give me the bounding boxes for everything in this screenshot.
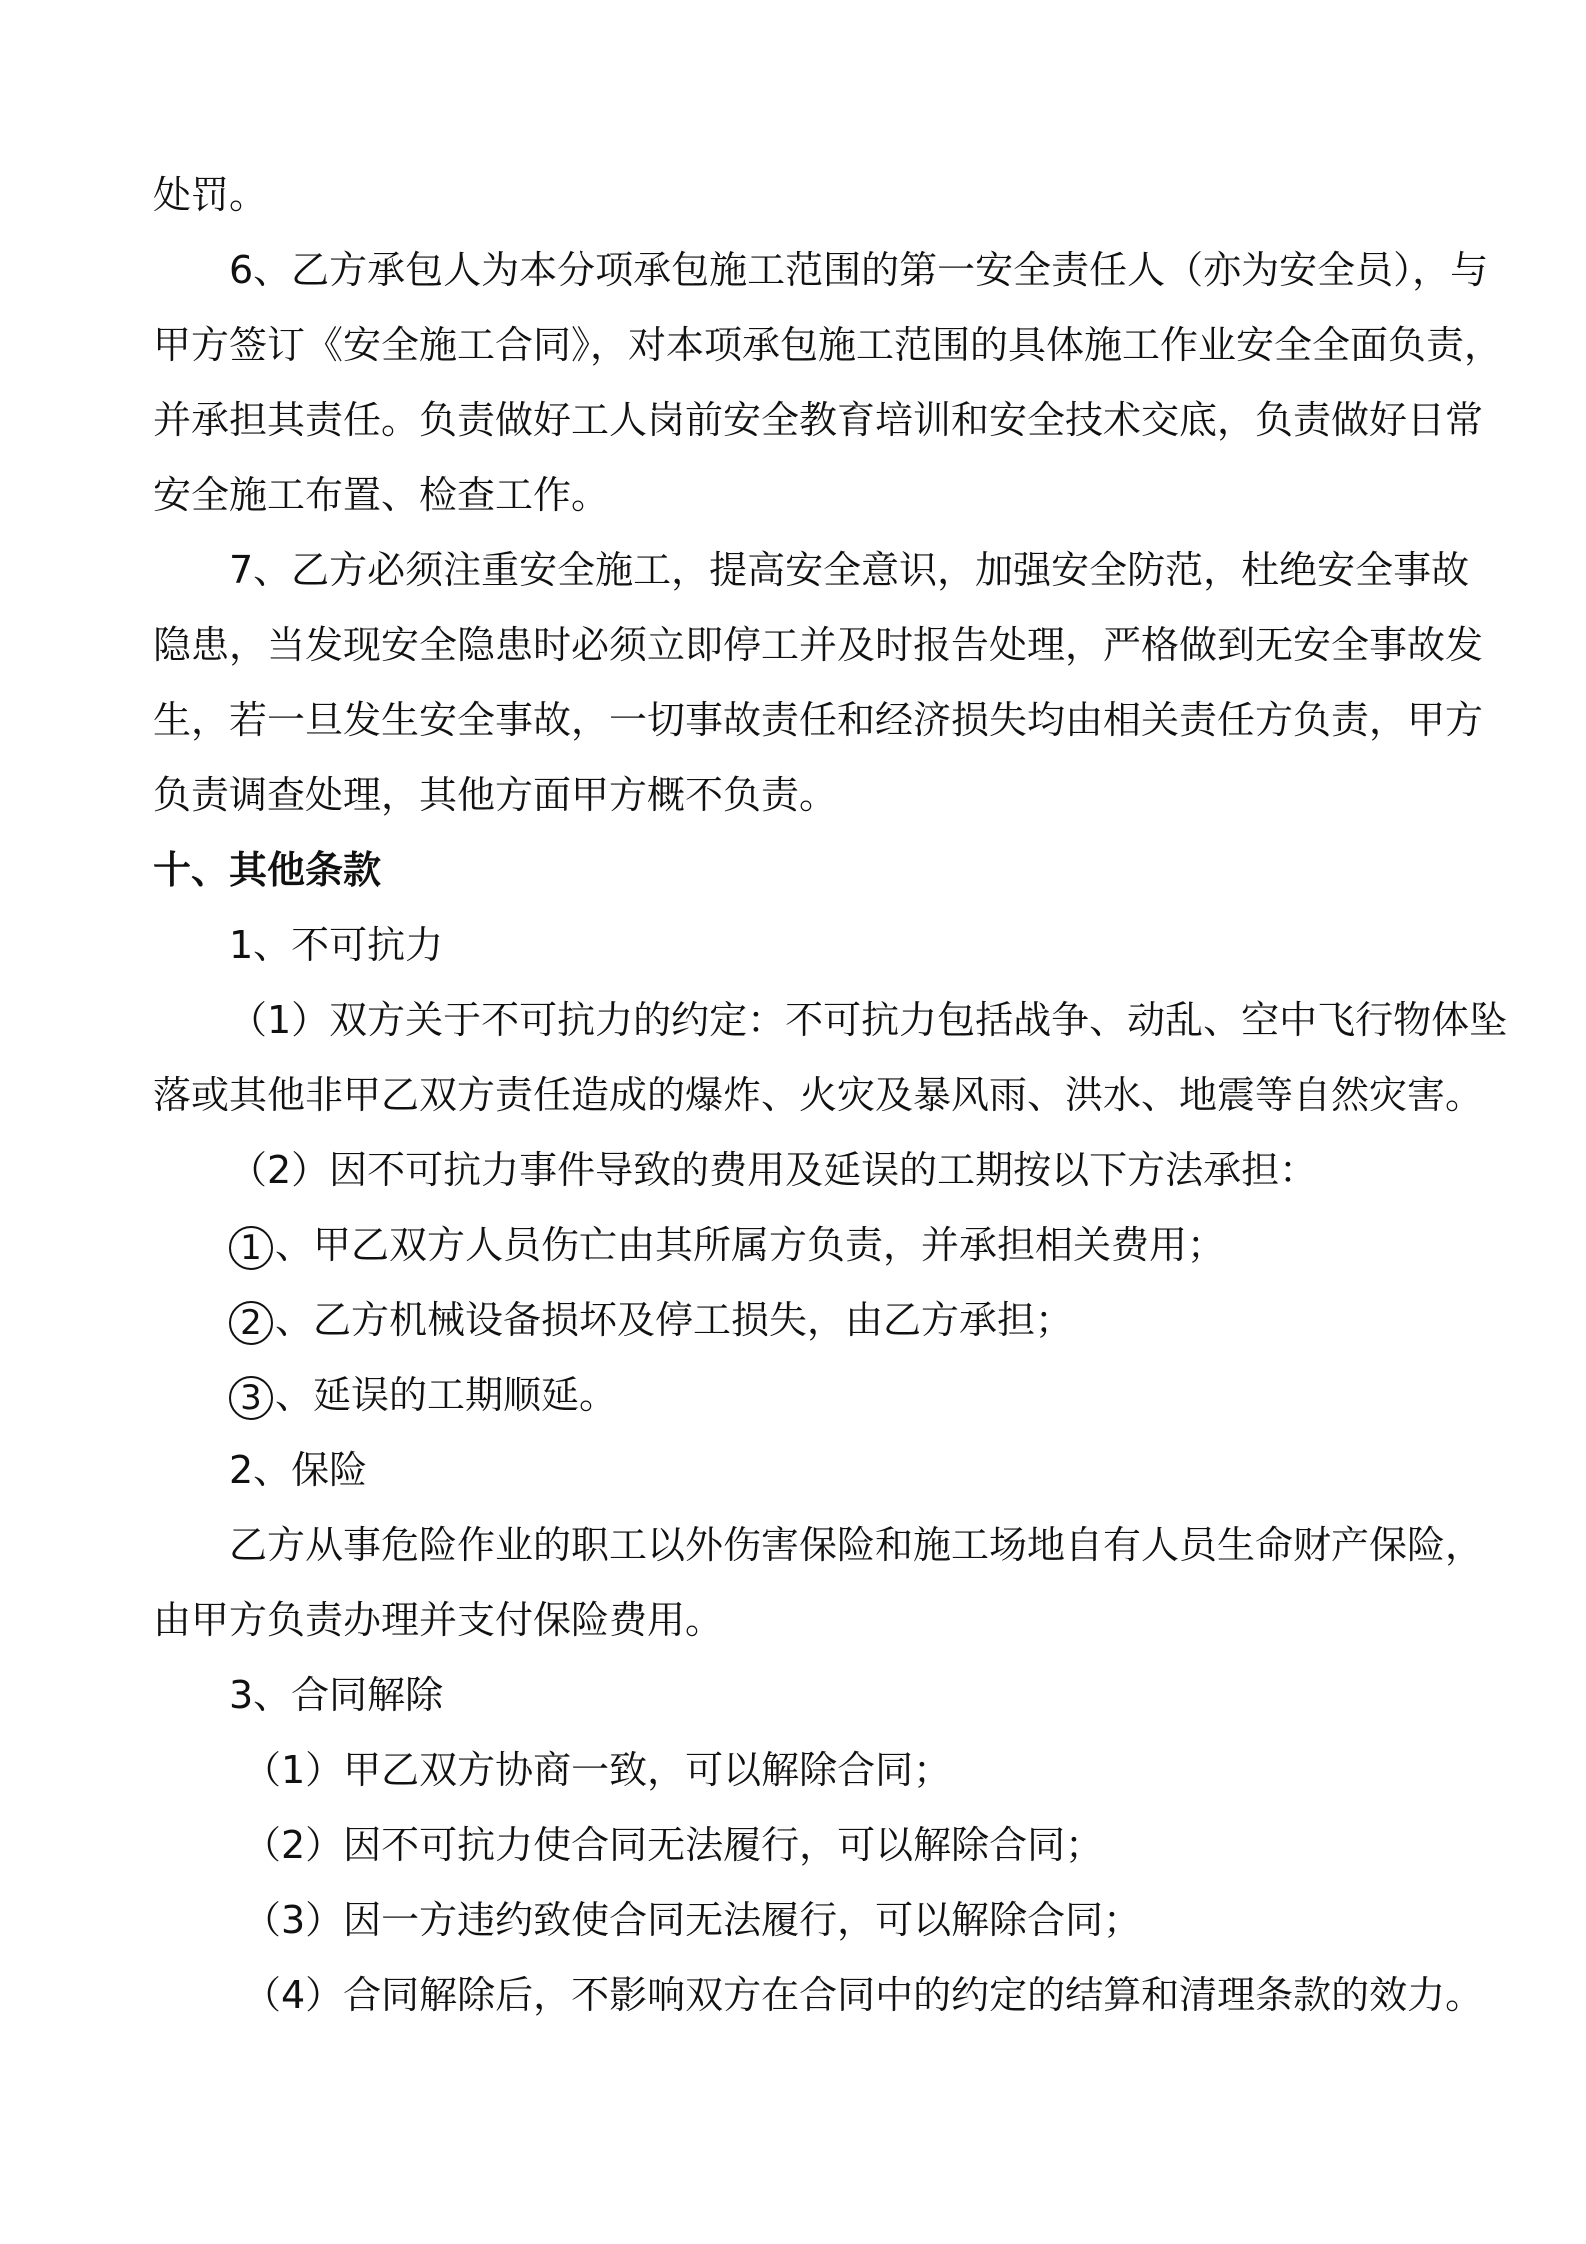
clause-6-text: 6、乙方承包人为本分项承包施工范围的第一安全责任人（亦为安全员），与 <box>229 248 1489 292</box>
text-line: 甲方签订《安全施工合同》，对本项承包施工范围的具体施工作业安全全面负责， <box>153 323 1503 367</box>
text-line: 生，若一旦发生安全事故，一切事故责任和经济损失均由相关责任方负责，甲方 <box>153 698 1484 742</box>
text-line: 由甲方负责办理并支付保险费用。 <box>153 1598 724 1642</box>
circled-item-2-text: 、乙方机械设备损坏及停工损失，由乙方承担； <box>275 1298 1074 1342</box>
circled-item-2 <box>153 1283 1436 1358</box>
circled-item-1-text: 、甲乙双方人员伤亡由其所属方负责，并承担相关费用； <box>275 1223 1226 1267</box>
termination-item-1: （1）甲乙双方协商一致，可以解除合同； <box>243 1748 952 1792</box>
circled-item-3-text: 、延误的工期顺延。 <box>275 1373 618 1417</box>
circled-number-2: 2 <box>229 1301 273 1345</box>
text-line: 处罚。 <box>153 173 268 217</box>
text-line: 落或其他非甲乙双方责任造成的爆炸、火灾及暴风雨、洪水、地震等自然灾害。 <box>153 1073 1484 1117</box>
subsection-heading-force-majeure: 1、不可抗力 <box>229 923 444 967</box>
circled-number-1: 1 <box>229 1226 273 1270</box>
item-1-text: （1）双方关于不可抗力的约定：不可抗力包括战争、动乱、空中飞行物体坠 <box>229 998 1508 1042</box>
text-line: 安全施工布置、检查工作。 <box>153 473 610 517</box>
text-line: 负责调查处理，其他方面甲方概不负责。 <box>153 773 838 817</box>
termination-item-3: （3）因一方违约致使合同无法履行，可以解除合同； <box>243 1898 1142 1942</box>
insurance-text: 乙方从事危险作业的职工以外伤害保险和施工场地自有人员生命财产保险， <box>229 1523 1484 1567</box>
circled-item-3 <box>153 1358 1436 1433</box>
circled-item-1 <box>153 1208 1436 1283</box>
section-heading: 十、其他条款 <box>153 848 382 892</box>
clause-7-text: 7、乙方必须注重安全施工，提高安全意识，加强安全防范，杜绝安全事故 <box>229 548 1470 592</box>
termination-item-4: （4）合同解除后，不影响双方在合同中的约定的结算和清理条款的效力。 <box>243 1973 1484 2017</box>
circled-number-3: 3 <box>229 1376 273 1420</box>
subsection-heading-termination: 3、合同解除 <box>229 1673 444 1717</box>
text-line: 并承担其责任。负责做好工人岗前安全教育培训和安全技术交底，负责做好日常 <box>153 398 1484 442</box>
termination-item-2: （2）因不可抗力使合同无法履行，可以解除合同； <box>243 1823 1104 1867</box>
text-line: 隐患，当发现安全隐患时必须立即停工并及时报告处理，严格做到无安全事故发 <box>153 623 1484 667</box>
item-2-text: （2）因不可抗力事件导致的费用及延误的工期按以下方法承担： <box>229 1148 1318 1192</box>
subsection-heading-insurance: 2、保险 <box>229 1448 368 1492</box>
